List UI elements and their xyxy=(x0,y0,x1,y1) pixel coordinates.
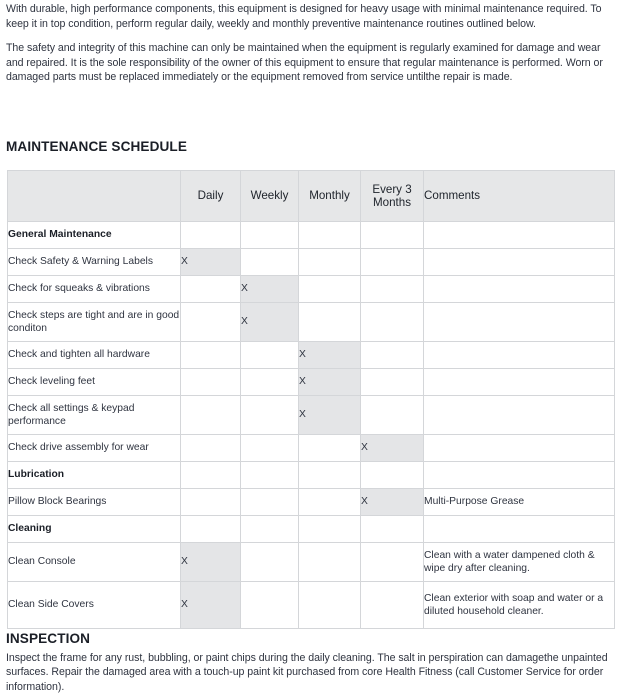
table-body xyxy=(8,222,615,629)
maintenance-schedule-table xyxy=(7,170,615,629)
cell-every-3-months xyxy=(361,303,424,342)
table-row xyxy=(8,489,615,516)
cell-daily: X xyxy=(181,543,241,582)
intro-section xyxy=(6,2,614,95)
cell-daily xyxy=(181,276,241,303)
cell-weekly xyxy=(241,369,299,396)
cell-comments xyxy=(424,222,615,249)
row-task-label: Check leveling feet xyxy=(8,369,181,396)
cell-monthly xyxy=(299,435,361,462)
cell-weekly xyxy=(241,396,299,435)
cell-comments xyxy=(424,462,615,489)
row-task-label: Check for squeaks & vibrations xyxy=(8,276,181,303)
cell-every-3-months: X xyxy=(361,435,424,462)
row-task-label: Check drive assembly for wear xyxy=(8,435,181,462)
cell-monthly xyxy=(299,249,361,276)
row-group-label: Lubrication xyxy=(8,462,181,489)
cell-every-3-months xyxy=(361,462,424,489)
maintenance-schedule-table-wrapper xyxy=(7,170,614,629)
column-header-daily: Daily xyxy=(181,171,241,222)
cell-comments xyxy=(424,516,615,543)
table-header-row xyxy=(8,171,615,222)
row-group-label: General Maintenance xyxy=(8,222,181,249)
cell-monthly xyxy=(299,516,361,543)
cell-comments xyxy=(424,303,615,342)
table-row xyxy=(8,222,615,249)
cell-every-3-months xyxy=(361,543,424,582)
row-task-label: Clean Console xyxy=(8,543,181,582)
cell-monthly xyxy=(299,222,361,249)
table-row xyxy=(8,342,615,369)
cell-comments xyxy=(424,249,615,276)
cell-monthly xyxy=(299,543,361,582)
cell-daily xyxy=(181,435,241,462)
intro-paragraph-2: The safety and integrity of this machine can only be maintained when the equipment is regularly examined for damage and wear and repaired. It is the sole responsibility of the owner of this equipment to ensure that regular maintenance is performed. Worn or damaged parts must be replaced immediately or the equipment removed from service untilthe repair is made. xyxy=(6,42,603,84)
table-row xyxy=(8,582,615,629)
table-row xyxy=(8,462,615,489)
table-row xyxy=(8,369,615,396)
cell-monthly xyxy=(299,303,361,342)
row-task-label: Pillow Block Bearings xyxy=(8,489,181,516)
intro-paragraph-1: With durable, high performance components, this equipment is designed for heavy usage with minimal maintenance required. To keep it in top condition, perform regular daily, weekly and monthly preventive maintenance routines outlined below. xyxy=(6,3,602,30)
column-header-task xyxy=(8,171,181,222)
table-row xyxy=(8,516,615,543)
cell-daily xyxy=(181,462,241,489)
cell-comments xyxy=(424,276,615,303)
row-task-label: Check Safety & Warning Labels xyxy=(8,249,181,276)
cell-every-3-months xyxy=(361,582,424,629)
cell-weekly: X xyxy=(241,276,299,303)
column-header-comments: Comments xyxy=(424,171,615,222)
cell-daily xyxy=(181,303,241,342)
cell-daily xyxy=(181,396,241,435)
cell-daily xyxy=(181,369,241,396)
cell-monthly xyxy=(299,462,361,489)
row-group-label: Cleaning xyxy=(8,516,181,543)
row-task-label: Clean Side Covers xyxy=(8,582,181,629)
cell-weekly xyxy=(241,489,299,516)
cell-every-3-months: X xyxy=(361,489,424,516)
table-row xyxy=(8,543,615,582)
cell-every-3-months xyxy=(361,342,424,369)
row-task-label: Check all settings & keypad performance xyxy=(8,396,181,435)
cell-monthly: X xyxy=(299,396,361,435)
cell-daily xyxy=(181,342,241,369)
cell-weekly xyxy=(241,516,299,543)
cell-every-3-months xyxy=(361,222,424,249)
table-row xyxy=(8,303,615,342)
cell-comments xyxy=(424,342,615,369)
cell-every-3-months xyxy=(361,249,424,276)
inspection-heading: INSPECTION xyxy=(6,631,91,646)
cell-daily xyxy=(181,222,241,249)
table-row xyxy=(8,435,615,462)
column-header-weekly: Weekly xyxy=(241,171,299,222)
cell-weekly xyxy=(241,543,299,582)
cell-every-3-months xyxy=(361,369,424,396)
cell-comments: Clean exterior with soap and water or a diluted household cleaner. xyxy=(424,582,615,629)
row-task-label: Check and tighten all hardware xyxy=(8,342,181,369)
column-header-monthly: Monthly xyxy=(299,171,361,222)
cell-comments xyxy=(424,369,615,396)
cell-every-3-months xyxy=(361,516,424,543)
cell-daily xyxy=(181,489,241,516)
cell-weekly xyxy=(241,222,299,249)
cell-every-3-months xyxy=(361,396,424,435)
cell-weekly: X xyxy=(241,303,299,342)
maintenance-schedule-heading: MAINTENANCE SCHEDULE xyxy=(6,139,187,154)
cell-every-3-months xyxy=(361,276,424,303)
row-task-label: Check steps are tight and are in good conditon xyxy=(8,303,181,342)
table-header xyxy=(8,171,615,222)
cell-weekly xyxy=(241,342,299,369)
cell-monthly xyxy=(299,489,361,516)
cell-monthly: X xyxy=(299,369,361,396)
cell-comments xyxy=(424,435,615,462)
table-row xyxy=(8,396,615,435)
column-header-every-3-months: Every 3 Months xyxy=(361,171,424,222)
inspection-paragraph: Inspect the frame for any rust, bubbling, or paint chips during the daily cleaning. The salt in perspiration can damagethe unpainted surfaces. Repair the damaged area with a touch-up paint kit purchased from core Health Fitness (call Customer Service for order information). xyxy=(6,652,608,693)
cell-monthly xyxy=(299,276,361,303)
cell-daily: X xyxy=(181,249,241,276)
cell-comments: Clean with a water dampened cloth & wipe dry after cleaning. xyxy=(424,543,615,582)
cell-weekly xyxy=(241,435,299,462)
cell-weekly xyxy=(241,582,299,629)
table-row xyxy=(8,276,615,303)
cell-daily: X xyxy=(181,582,241,629)
cell-comments: Multi-Purpose Grease xyxy=(424,489,615,516)
cell-monthly: X xyxy=(299,342,361,369)
inspection-section xyxy=(6,651,618,694)
cell-weekly xyxy=(241,249,299,276)
cell-weekly xyxy=(241,462,299,489)
table-row xyxy=(8,249,615,276)
cell-daily xyxy=(181,516,241,543)
cell-comments xyxy=(424,396,615,435)
cell-monthly xyxy=(299,582,361,629)
